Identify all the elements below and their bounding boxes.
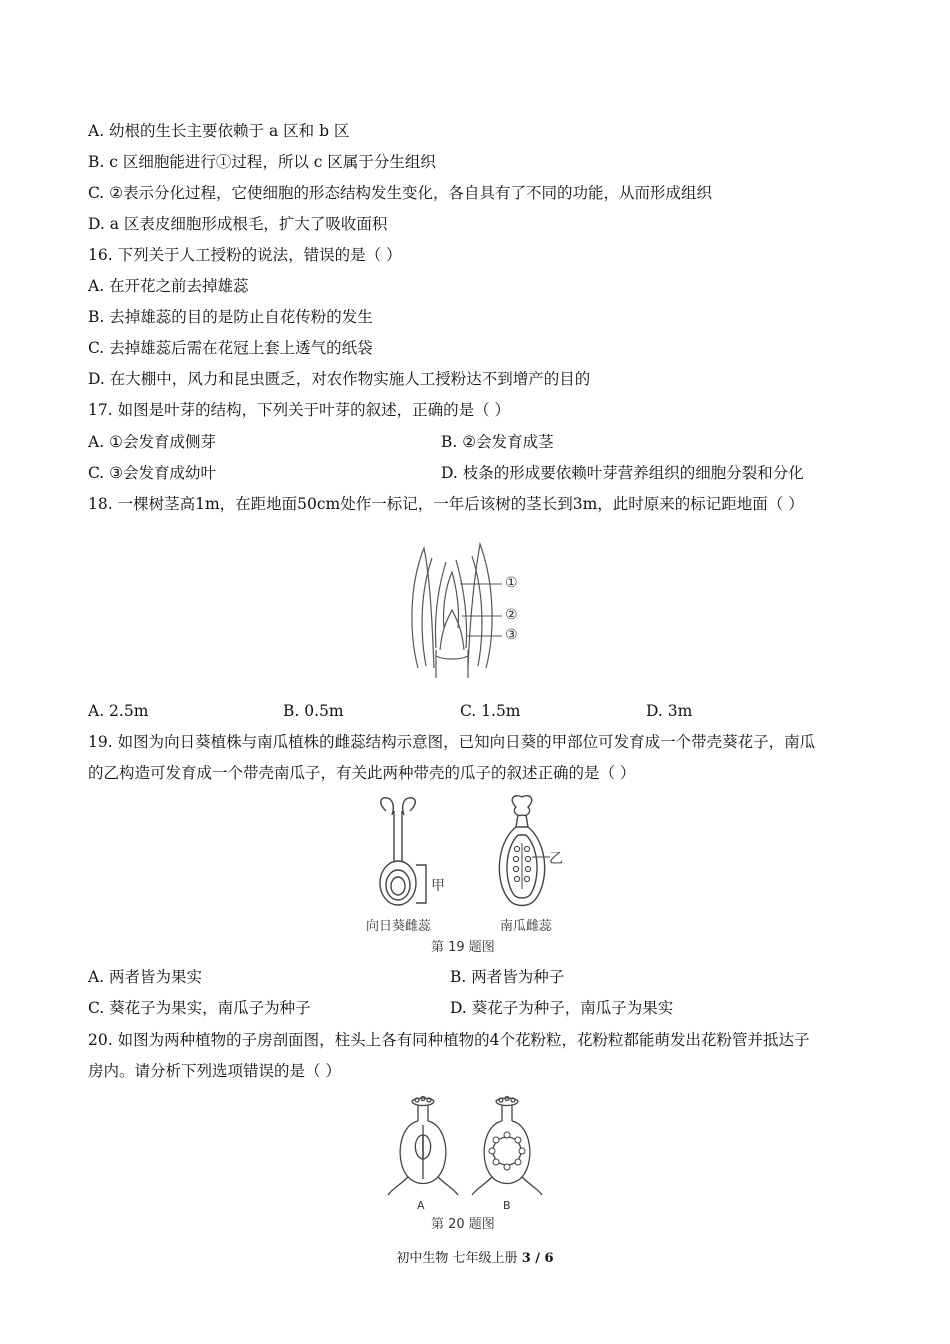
q17-option-b: B. ②会发育成茎 <box>441 433 554 451</box>
ovary-b-figure <box>470 1095 550 1200</box>
q20-figure-title: 第 20 题图 <box>431 1217 495 1232</box>
q18-option-c: C. 1.5m <box>460 702 521 720</box>
q17-option-a: A. ①会发育成侧芽 <box>88 433 216 451</box>
ovary-label-a: A <box>417 1199 425 1212</box>
q16-option-b: B. 去掉雄蕊的目的是防止自花传粉的发生 <box>88 308 373 326</box>
q17-stem: 17. 如图是叶芽的结构，下列关于叶芽的叙述，正确的是（ ） <box>88 401 511 419</box>
pumpkin-caption: 南瓜雌蕊 <box>500 919 553 934</box>
q19-option-a: A. 两者皆为果实 <box>88 968 203 986</box>
q15-option-b: B. c 区细胞能进行①过程，所以 c 区属于分生组织 <box>88 153 436 171</box>
q16-option-d: D. 在大棚中，风力和昆虫匮乏，对农作物实施人工授粉达不到增产的目的 <box>88 370 591 388</box>
leaf-bud-label-1: ① <box>505 575 518 591</box>
q19-option-d: D. 葵花子为种子，南瓜子为果实 <box>450 999 674 1017</box>
q20-stem-line1: 20. 如图为两种植物的子房剖面图，柱头上各有同种植物的4个花粉粒，花粉粒都能萌发出花粉管并抵达子 <box>88 1031 810 1049</box>
q20-stem-line2: 房内。请分析下列选项错误的是（ ） <box>88 1062 341 1080</box>
footer-subject: 初中生物 七年级上册 <box>396 1251 522 1266</box>
q15-option-a: A. 幼根的生长主要依赖于 a 区和 b 区 <box>88 122 350 140</box>
q19-option-b: B. 两者皆为种子 <box>450 968 565 986</box>
q18-stem: 18. 一棵树茎高1m，在距地面50cm处作一标记，一年后该树的茎长到3m，此时原来的标记距地面（ ） <box>88 495 804 513</box>
q19-stem-line1: 19. 如图为向日葵植株与南瓜植株的雌蕊结构示意图，已知向日葵的甲部位可发育成一个带壳葵花子，南瓜 <box>88 733 816 751</box>
page-footer <box>0 1250 950 1268</box>
q19-option-c: C. 葵花子为果实，南瓜子为种子 <box>88 999 311 1017</box>
ovary-label-b: B <box>503 1199 511 1212</box>
label-jia: 甲 <box>431 878 445 894</box>
q18-option-a: A. 2.5m <box>88 702 149 720</box>
sunflower-pistil-figure <box>368 793 448 913</box>
ovary-a-figure <box>386 1095 466 1200</box>
q18-option-d: D. 3m <box>646 702 693 720</box>
page-number: 3 / 6 <box>521 1251 554 1266</box>
sunflower-caption: 向日葵雌蕊 <box>366 919 432 934</box>
q16-option-a: A. 在开花之前去掉雄蕊 <box>88 277 249 295</box>
q17-option-d: D. 枝条的形成要依赖叶芽营养组织的细胞分裂和分化 <box>441 464 804 482</box>
leaf-bud-figure <box>400 538 540 678</box>
q18-option-b: B. 0.5m <box>283 702 344 720</box>
q15-option-d: D. a 区表皮细胞形成根毛，扩大了吸收面积 <box>88 215 388 233</box>
q19-figure-title: 第 19 题图 <box>431 940 495 955</box>
q19-stem-line2: 的乙构造可发育成一个带壳南瓜子，有关此两种带壳的瓜子的叙述正确的是（ ） <box>88 764 636 782</box>
q16-stem: 16. 下列关于人工授粉的说法，错误的是（ ） <box>88 246 402 264</box>
q16-option-c: C. 去掉雄蕊后需在花冠上套上透气的纸袋 <box>88 339 373 357</box>
leaf-bud-label-3: ③ <box>505 627 518 643</box>
q15-option-c: C. ②表示分化过程，它使细胞的形态结构发生变化，各自具有了不同的功能，从而形成组织 <box>88 184 713 202</box>
label-yi: 乙 <box>549 851 563 867</box>
leaf-bud-label-2: ② <box>505 607 518 623</box>
q17-option-c: C. ③会发育成幼叶 <box>88 464 217 482</box>
